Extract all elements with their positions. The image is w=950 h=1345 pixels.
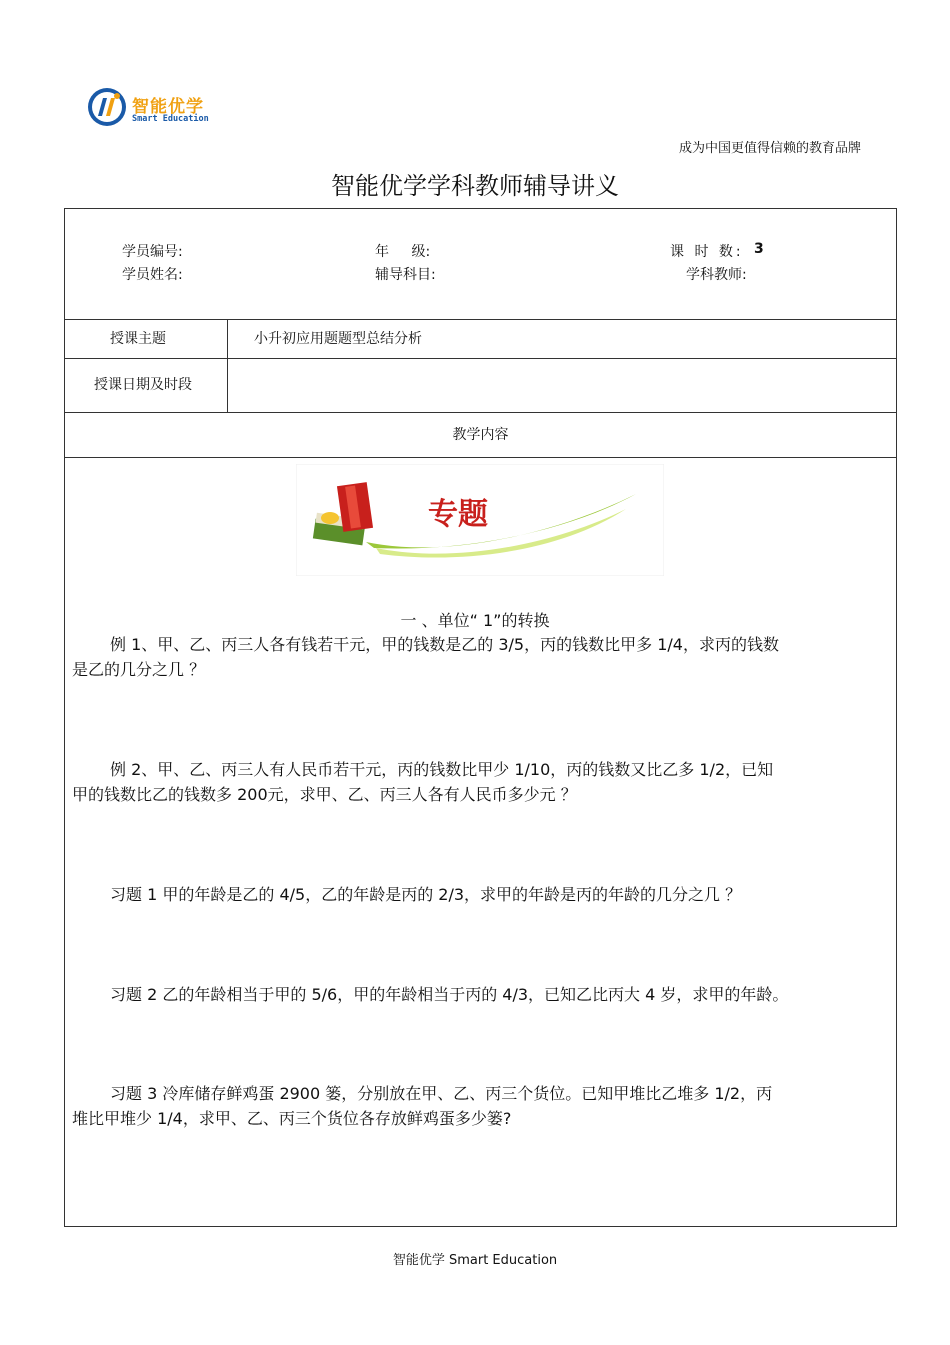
logo-name-cn: 智能优学 <box>132 97 204 117</box>
content-label: 教学内容 <box>452 427 509 443</box>
student-name-label: 学员姓名: <box>122 267 183 283</box>
problem-line: 习题 3 冷库储存鲜鸡蛋 2900 篓，分别放在甲、乙、丙三个货位。已知甲堆比乙堆多 1/2，丙 <box>110 1084 773 1103</box>
problem-line: 甲的钱数比乙的钱数多 200元，求甲、乙、丙三人各有人民币多少元 ？ <box>72 785 577 804</box>
subject-label: 辅导科目: <box>375 267 436 283</box>
problem-exercise-3 <box>72 1081 892 1131</box>
table-divider <box>65 319 896 320</box>
hours-label: 课 时 数: <box>670 244 744 260</box>
banner-text: 专题 <box>428 497 488 532</box>
problem-line: 习题 2 乙的年龄相当于甲的 5/6，甲的年龄相当于丙的 4/3，已知乙比丙大 4 岁，求甲的年龄。 <box>110 985 789 1004</box>
problem-exercise-2 <box>72 982 892 1007</box>
book-banner-icon <box>296 464 664 576</box>
topic-value: 小升初应用题题型总结分析 <box>254 331 422 347</box>
grade-label: 年 级: <box>375 244 431 260</box>
student-id-label: 学员编号: <box>122 244 183 260</box>
problem-line: 是乙的几分之几 ？ <box>72 660 206 679</box>
slogan: 成为中国更值得信赖的教育品牌 <box>678 141 861 156</box>
lesson-table <box>64 208 897 1227</box>
problem-example-2 <box>72 757 892 807</box>
hours-value: 3 <box>754 241 764 257</box>
teacher-label: 学科教师: <box>686 267 747 283</box>
page-footer: 智能优学 Smart Education <box>392 1253 558 1268</box>
problem-line: 习题 1 甲的年龄是乙的 4/5，乙的年龄是丙的 2/3，求甲的年龄是丙的年龄的几分之几 ？ <box>110 885 742 904</box>
date-label: 授课日期及时段 <box>94 377 192 393</box>
logo-mark-icon <box>86 86 128 128</box>
table-divider <box>65 457 896 458</box>
table-divider <box>65 412 896 413</box>
topic-label: 授课主题 <box>110 331 166 347</box>
problem-line: 堆比甲堆少 1/4，求甲、乙、丙三个货位各存放鲜鸡蛋多少篓? <box>72 1109 512 1128</box>
problem-exercise-1 <box>72 882 892 907</box>
problem-example-1 <box>72 632 892 682</box>
logo-name-en: Smart Education <box>132 114 209 124</box>
section-heading: 一 、单位“ 1”的转换 <box>400 611 550 630</box>
problem-line: 例 2、甲、乙、丙三人有人民币若干元，丙的钱数比甲少 1/10，丙的钱数又比乙多 1/2，已知 <box>110 760 774 779</box>
table-divider <box>227 319 228 412</box>
page-title: 智能优学学科教师辅导讲义 <box>331 172 619 200</box>
topic-banner <box>296 464 664 576</box>
company-logo <box>86 86 216 132</box>
table-divider <box>65 358 896 359</box>
problem-line: 例 1、甲、乙、丙三人各有钱若干元，甲的钱数是乙的 3/5，丙的钱数比甲多 1/4，求丙的钱数 <box>110 635 779 654</box>
